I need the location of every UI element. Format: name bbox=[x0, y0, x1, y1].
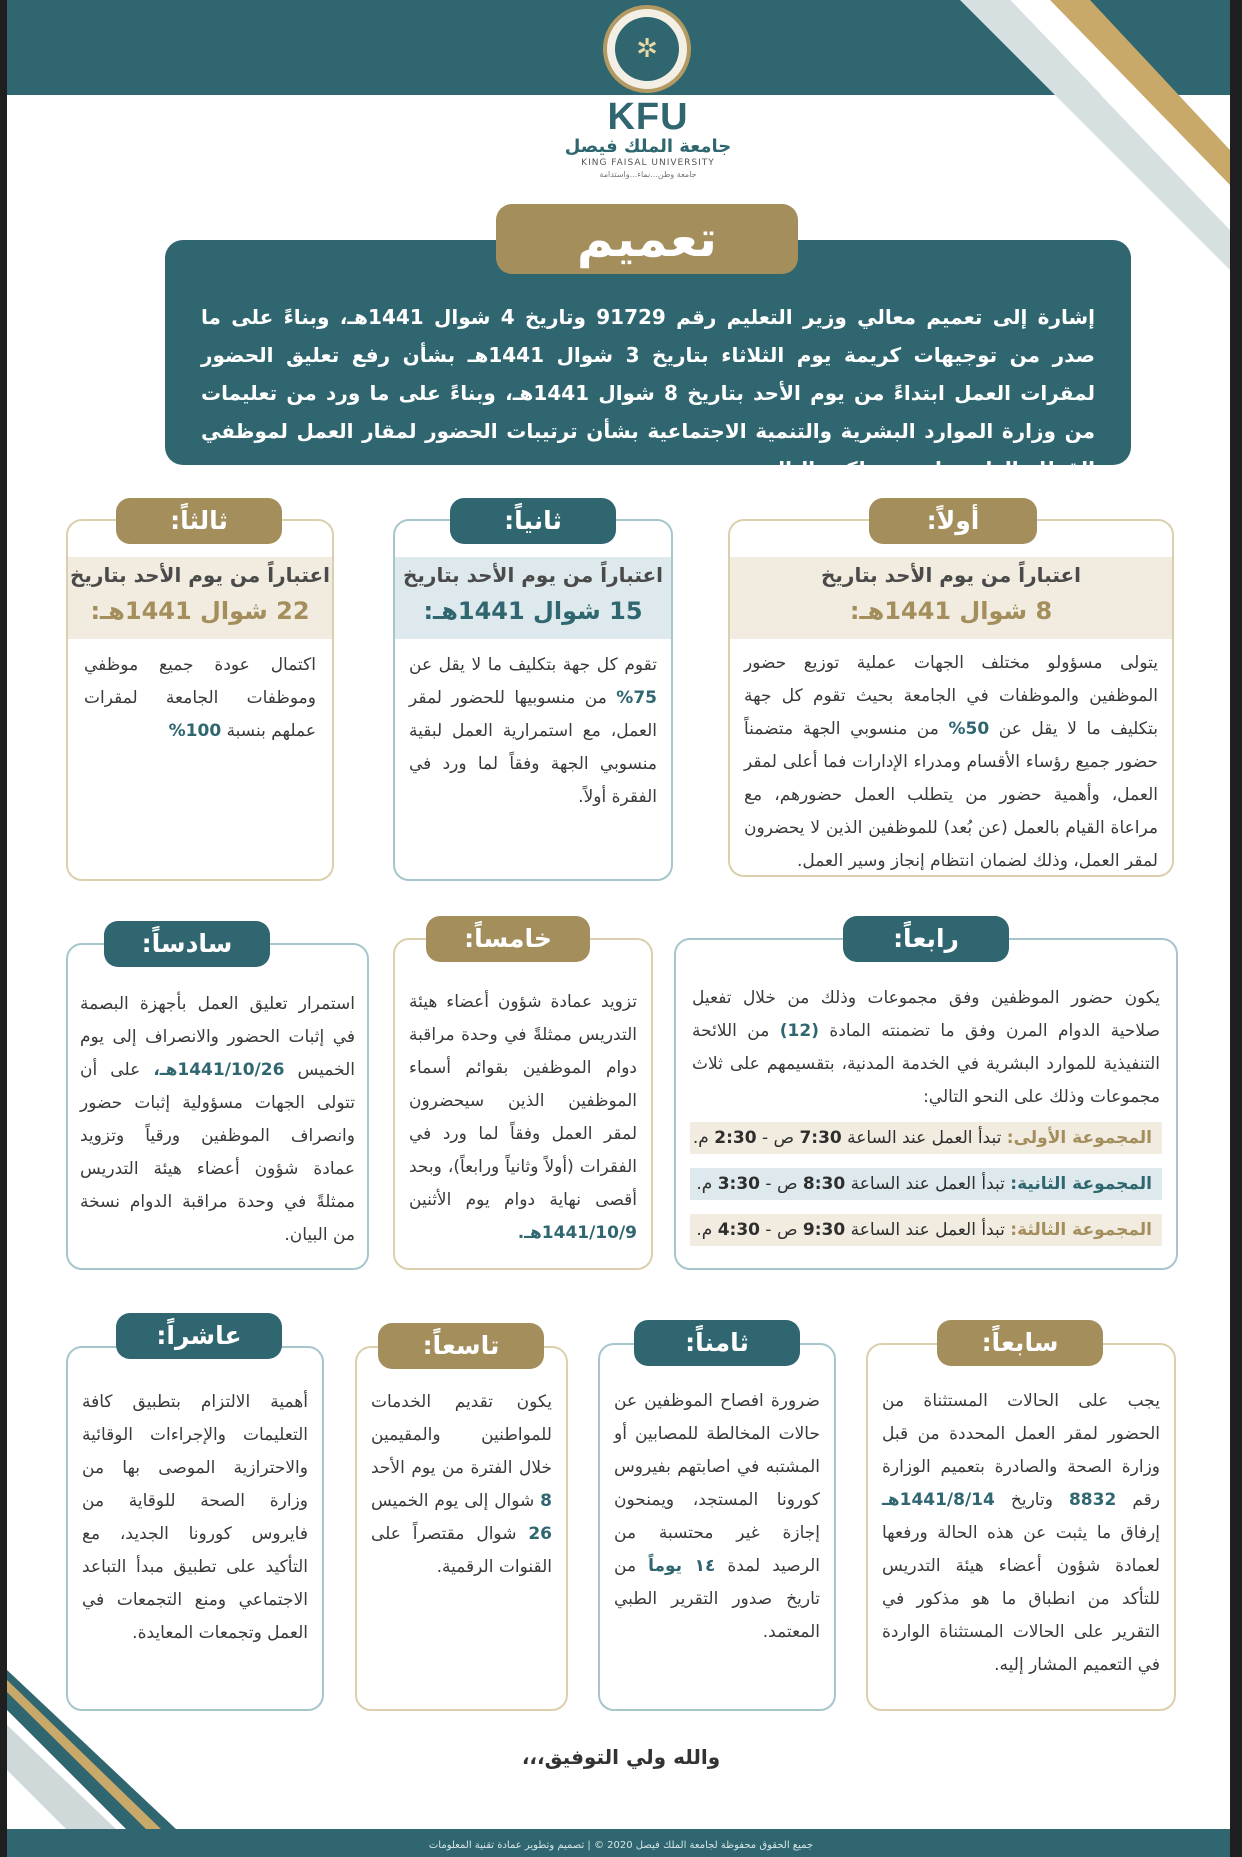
card-second-text-a: تقوم كل جهة بتكليف ما لا يقل عن bbox=[409, 655, 657, 675]
card-tenth bbox=[66, 1346, 324, 1711]
card-first-percent: 50% bbox=[948, 719, 990, 739]
group-1-mid: ص - bbox=[761, 1128, 795, 1148]
card-tenth-text-a: أهمية الالتزام بتطبيق كافة التعليمات والإجراءات الوقائية والاحترازية الموصى بها من وزارة الصحة للوقاية من فايروس كورونا الجديد، مع التأكيد على تطبيق مبدأ التباعد الاجتماعي ومنع التجمعات في العمل وتجمعات المعايدة. bbox=[82, 1392, 308, 1643]
group-2-text: تبدأ العمل عند الساعة bbox=[850, 1174, 1005, 1194]
card-ninth bbox=[355, 1346, 568, 1711]
card-sixth-text-a: استمرار تعليق العمل بأجهزة البصمة في إثبات الحضور والانصراف إلى يوم الخميس bbox=[80, 994, 356, 1080]
group-1-start: 7:30 bbox=[799, 1128, 842, 1148]
card-fourth-text-a: يكون حضور الموظفين وفق مجموعات وذلك من خلال تفعيل صلاحية الدوام المرن وفق ما تضمنته المادة bbox=[692, 988, 1161, 1041]
card-fourth-text-b: من اللائحة التنفيذية للموارد البشرية في الخدمة المدنية، بتقسيمهم على ثلاث مجموعات وذلك على النحو التالي: bbox=[692, 1021, 1160, 1107]
footer-copyright: جميع الحقوق محفوظة لجامعة الملك فيصل 2020 © | تصميم وتطوير عمادة تقنية المعلومات bbox=[428, 1840, 814, 1851]
card-fourth bbox=[674, 938, 1178, 1270]
card-second-header bbox=[395, 557, 671, 639]
group-3-start: 9:30 bbox=[802, 1220, 846, 1240]
card-third-date: 22 شوال 1441هـ: bbox=[90, 597, 310, 625]
group-2-end: 3:30 bbox=[717, 1174, 761, 1194]
card-third-body bbox=[84, 649, 316, 748]
card-seventh bbox=[866, 1343, 1176, 1711]
group-1-text: تبدأ العمل عند الساعة bbox=[847, 1128, 1002, 1148]
card-first-text-a: يتولى مسؤولو مختلف الجهات عملية توزيع حضور الموظفين والموظفات في الجامعة بحيث تقوم كل جهة بتكليف ما لا يقل عن bbox=[744, 653, 1158, 739]
card-fifth-text-a: تزويد عمادة شؤون أعضاء هيئة التدريس ممثلةً في وحدة مراقبة دوام الموظفين بقوائم أسماء الموظفين الذين سيحضرون لمقر العمل وفقاً لما ورد في الفقرات (أولاً وثانياً ورابعاً)، وبحد أقصى نهاية دوام يوم الأثنين bbox=[409, 992, 637, 1210]
group-3-mid: ص - bbox=[765, 1220, 798, 1240]
card-seventh-body bbox=[882, 1385, 1160, 1682]
card-fifth-body bbox=[409, 986, 637, 1250]
card-ninth-day-start: 8 bbox=[540, 1491, 552, 1511]
card-first-body bbox=[744, 647, 1158, 878]
card-fourth-body bbox=[692, 982, 1160, 1114]
group-2-row bbox=[690, 1168, 1162, 1200]
university-name-ar: جامعة الملك فيصل bbox=[564, 136, 732, 157]
card-third-text-a: اكتمال عودة جميع موظفي وموظفات الجامعة لمقرات عملهم بنسبة bbox=[84, 655, 316, 741]
right-border bbox=[1230, 0, 1242, 1857]
card-ninth-body bbox=[371, 1386, 552, 1584]
group-2-suffix: م. bbox=[696, 1174, 713, 1194]
group-1-suffix: م. bbox=[692, 1128, 709, 1148]
group-2-mid: ص - bbox=[765, 1174, 798, 1194]
card-third-header bbox=[68, 557, 332, 639]
card-third-head1: اعتباراً من يوم الأحد بتاريخ bbox=[70, 563, 330, 587]
group-3-row bbox=[690, 1214, 1162, 1246]
label-seventh: سابعاً: bbox=[937, 1320, 1103, 1366]
university-name-en: KING FAISAL UNIVERSITY bbox=[581, 158, 715, 168]
label-second: ثانياً: bbox=[450, 498, 616, 544]
card-seventh-date: 1441/8/14هـ bbox=[882, 1490, 995, 1510]
card-seventh-text-a: يجب على الحالات المستثناة من الحضور لمقر العمل المحددة من قبل وزارة الصحة والصادرة بتعميم الوزارة رقم bbox=[882, 1391, 1160, 1510]
kfu-abbr: KFU bbox=[607, 96, 689, 138]
group-1-row bbox=[690, 1122, 1162, 1154]
group-2-label: المجموعة الثانية: bbox=[1010, 1174, 1152, 1194]
card-first-header bbox=[730, 557, 1172, 639]
card-eighth-text-a: ضرورة افصاح الموظفين عن حالات المخالطة للمصابين أو المشتبه في اصابتهم بفيروس كورونا المستجد، ويمنحون إجازة غير محتسبة من الرصيد لمدة bbox=[614, 1391, 821, 1576]
card-sixth-date: 1441/10/26هـ، bbox=[153, 1060, 285, 1080]
group-3-end: 4:30 bbox=[717, 1220, 761, 1240]
label-sixth: سادساً: bbox=[104, 921, 270, 967]
card-eighth-days: ١٤ يوماً bbox=[648, 1556, 716, 1576]
card-second-percent: 75% bbox=[616, 688, 657, 708]
group-3-label: المجموعة الثالثة: bbox=[1010, 1220, 1152, 1240]
card-first-head1: اعتباراً من يوم الأحد بتاريخ bbox=[821, 563, 1081, 587]
card-tenth-body bbox=[82, 1386, 308, 1650]
card-ninth-text-b: شوال إلى يوم الخميس bbox=[371, 1491, 535, 1511]
card-sixth-text-b: على أن تتولى الجهات مسؤولية إثبات حضور وانصراف الموظفين ورقياً وتزويد عمادة شؤون أعضاء هيئة التدريس ممثلةً في وحدة مراقبة الدوام نسخة من البيان. bbox=[80, 1060, 355, 1245]
university-seal bbox=[603, 5, 691, 93]
card-seventh-text-b: إرفاق ما يثبت عن هذه الحالة ورفعها لعمادة شؤون أعضاء هيئة التدريس للتأكد من انطباق ما هو مذكور في التقرير على الحالات المستثناة الواردة في التعميم المشار إليه. bbox=[882, 1523, 1160, 1675]
card-ninth-day-end: 26 bbox=[528, 1524, 553, 1544]
university-wordmark bbox=[560, 98, 736, 181]
card-seventh-text-mid: وتاريخ bbox=[1010, 1490, 1053, 1510]
card-second-date: 15 شوال 1441هـ: bbox=[423, 597, 643, 625]
palm-icon: ✲ bbox=[615, 17, 679, 81]
card-sixth bbox=[66, 943, 369, 1270]
card-second bbox=[393, 519, 673, 881]
card-second-body bbox=[409, 649, 657, 814]
closing-text: والله ولي التوفيق،،، bbox=[521, 1745, 721, 1769]
group-1-label: المجموعة الأولى: bbox=[1006, 1128, 1152, 1148]
card-third bbox=[66, 519, 334, 881]
label-tenth: عاشراً: bbox=[116, 1313, 282, 1359]
group-2-start: 8:30 bbox=[802, 1174, 846, 1194]
label-fourth: رابعاً: bbox=[843, 916, 1009, 962]
group-1-end: 2:30 bbox=[714, 1128, 757, 1148]
card-ninth-text-a: يكون تقديم الخدمات للمواطنين والمقيمين خلال الفترة من يوم الأحد bbox=[371, 1392, 552, 1478]
card-eighth-body bbox=[614, 1385, 820, 1649]
card-fourth-article: (12) bbox=[779, 1021, 819, 1041]
label-first: أولاً: bbox=[869, 498, 1037, 544]
card-second-text-b: من منسوبيها للحضور لمقر العمل، مع استمرارية العمل لبقية منسوبي الجهة وفقاً لما ورد في الفقرة أولاً. bbox=[409, 688, 657, 807]
label-fifth: خامساً: bbox=[426, 916, 590, 962]
card-eighth-text-b: من تاريخ صدور التقرير الطبي المعتمد. bbox=[614, 1556, 820, 1642]
card-third-percent: 100% bbox=[168, 721, 222, 741]
card-fifth bbox=[393, 938, 653, 1270]
university-tagline: جامعة وطن...نماء...واستدامة bbox=[599, 170, 697, 179]
card-first-date: 8 شوال 1441هـ: bbox=[849, 597, 1053, 625]
left-border bbox=[0, 0, 7, 1857]
card-sixth-body bbox=[80, 988, 355, 1252]
label-eighth: ثامناً: bbox=[634, 1320, 800, 1366]
page-title: تعميم bbox=[496, 204, 798, 274]
card-eighth bbox=[598, 1343, 836, 1711]
intro-text: إشارة إلى تعميم معالي وزير التعليم رقم 91729 وتاريخ 4 شوال 1441هـ، وبناءً على ما صدر من توجيهات كريمة يوم الثلاثاء بتاريخ 3 شوال 1441هـ بشأن رفع تعليق الحضور لمقرات العمل ابتداءً من يوم الأحد بتاريخ 8 شوال 1441هـ، وبناءً على ما ورد من تعليمات من وزارة الموارد البشرية والتنمية الاجتماعية بشأن ترتيبات الحضور لمقار العمل لموظفي القطاع العام، عليه نحيطكم بالتالي: bbox=[201, 305, 1096, 481]
group-3-suffix: م. bbox=[696, 1220, 713, 1240]
card-first bbox=[728, 519, 1174, 877]
card-fifth-date: 1441/10/9هـ. bbox=[517, 1223, 637, 1243]
group-3-text: تبدأ العمل عند الساعة bbox=[850, 1220, 1005, 1240]
card-ninth-text-c: شوال مقتصراً على القنوات الرقمية. bbox=[371, 1524, 552, 1577]
card-first-text-b: من منسوبي الجهة متضمناً حضور جميع رؤساء الأقسام ومدراء الإدارات فما أعلى لمقر العمل، وأهمية حضور من يتطلب العمل حضورهم، مع مراعاة القيام بالعمل (عن بُعد) للموظفين الذين لا يحضرون لمقر العمل، وذلك لضمان انتظام إنجاز وسير العمل. bbox=[744, 719, 1158, 871]
card-second-head1: اعتباراً من يوم الأحد بتاريخ bbox=[403, 563, 663, 587]
label-third: ثالثاً: bbox=[116, 498, 282, 544]
label-ninth: تاسعاً: bbox=[378, 1323, 544, 1369]
card-seventh-number: 8832 bbox=[1068, 1490, 1117, 1510]
